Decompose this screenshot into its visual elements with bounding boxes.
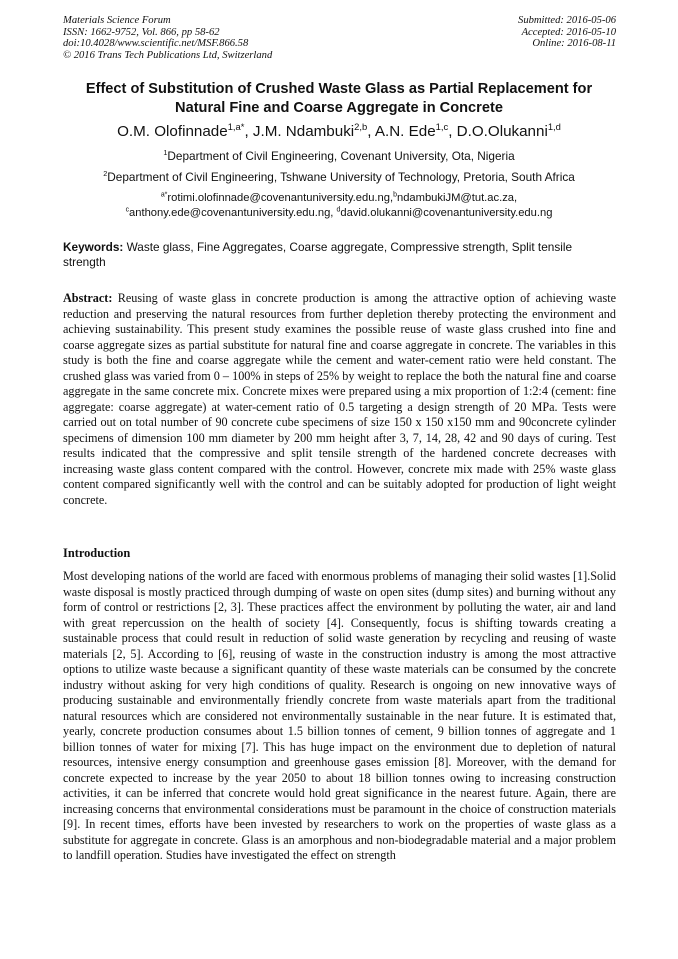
online-date: Online: 2016-08-11 <box>532 38 616 50</box>
author-list <box>40 122 638 142</box>
abstract-label: Abstract: <box>63 291 113 305</box>
affiliation-text: Department of Civil Engineering, Covenant University, Ota, Nigeria <box>167 149 515 163</box>
author-affiliation-mark: 1,c <box>435 120 449 132</box>
author-affiliation-mark: 1,a* <box>227 120 245 132</box>
affiliation-1 <box>40 149 638 164</box>
paper-title: Effect of Substitution of Crushed Waste Glass as Partial Replacement for Natural Fine and Coarse Aggregate in Concrete <box>85 81 593 116</box>
author-separator: , <box>244 123 253 140</box>
author-separator: , <box>448 123 457 140</box>
keywords-label: Keywords: <box>63 240 124 254</box>
affiliation-text: Department of Civil Engineering, Tshwane University of Technology, Pretoria, South Africa <box>107 170 575 184</box>
author-separator: , <box>367 123 375 140</box>
journal-doi: doi:10.4028/www.scientific.net/MSF.866.58 <box>63 38 249 50</box>
journal-header-right <box>518 15 616 50</box>
abstract-text: Reusing of waste glass in concrete production is among the attractive option of achieving waste reduction and preserving the natural resources from further depletion thereby protecting the environment and achieving sustainability. This present study examines the possible reuse of waste glass crushed into fine and coarse aggregate sizes as partial substitute for natural fine and coarse aggregate in concrete. The variables in this study is both the fine and coarse aggregate while the cement and water-cement ratio were held constant. The crushed glass was varied from 0 – 100% in steps of 25% by weight to replace the both the natural fine and coarse aggregate in the same concrete mix. Concrete mixes were prepared using a mix proportion of 1:2:4 (cement: fine aggregate: coarse aggregate) at water-cement ratio of 0.5 targeting a design strength of 20 MPa. Tests were carried out on total number of 90 concrete cube specimens of size 150 x 150 x150 mm and 90concrete cylinder specimens of dimension 100 mm diameter by 200 mm height after 3, 7, 14, 28, 42 and 90 days of curing. Test results indicated that the compressive and split tensile strength of the hardened concrete decreases with increasing waste glass content compared with the control. However, concrete mix made with 25% waste glass content compared significantly well with the control and can be suitably adopted for production of light weight concrete. <box>63 291 616 507</box>
author-name: J.M. Ndambuki <box>252 123 355 140</box>
journal-name: Materials Science Forum <box>63 15 171 26</box>
submitted-date: Submitted: 2016-05-06 <box>518 15 616 26</box>
affiliation-2 <box>40 170 638 185</box>
journal-copyright: © 2016 Trans Tech Publications Ltd, Switzerland <box>63 49 273 61</box>
accepted-date: Accepted: 2016-05-10 <box>521 26 616 38</box>
keywords-section <box>63 240 616 270</box>
introduction-heading: Introduction <box>63 546 131 560</box>
email-b[interactable]: ndambukiJM@tut.ac.za, <box>396 192 518 204</box>
journal-issn: ISSN: 1662-9752, Vol. 866, pp 58-62 <box>63 26 220 38</box>
affiliation-mark: 1 <box>163 148 168 158</box>
author-affiliation-mark: 1,d <box>547 120 561 132</box>
email-mark: b <box>393 191 397 199</box>
author-name: A.N. Ede <box>374 123 436 140</box>
email-d[interactable]: david.olukanni@covenantuniversity.edu.ng <box>340 207 553 219</box>
journal-header-left <box>63 15 272 61</box>
introduction-text: Most developing nations of the world are faced with enormous problems of managing their solid wastes [1].Solid waste disposal is mostly practiced through dumping of waste on open sites (dump sites) and burning without any form of control or restrictions [2, 3]. These practices affect the environment by polluting the water, air and land with great repercussion on the health of society [4]. Consequently, focus is shifting towards creating a sustainable process that could result in reduction of solid waste generation by recycling and reusing of waste materials [2, 5]. According to [6], reusing of waste in the construction industry is among the most attractive options to utilize waste because a significant quantity of these waste materials can be consumed by the concrete industry without asking for very high conditions of quality. Research is ongoing on new innovative ways of producing sustainable and environmentally friendly concrete from waste materials apart from the traditional natural resources which are considered not environmentally sustainable in the near future. It is estimated that, yearly, concrete production consumes about 1.5 billion tonnes of cement, 9 billion tonnes of aggregate and 1 billion tonnes of water for mixing [7]. This has huge impact on the environment due to depletion of natural resources, intensive energy consumption and greenhouse gases emission [8]. Moreover, with the demand for concrete expected to increase by the year 2050 to about 18 billion tonnes owing to increasing construction activities, it can be inferred that concrete would hold great significance in the nearest future. Again, there are increasing concerns that environmental considerations must be paramount in the choice of construction materials [9]. In recent times, efforts have been invested by researchers to work on the properties of waste glass as a substitute for aggregate in concrete. Glass is an amorphous and non-biodegradable material and a major problem to landfill operation. Studies have investigated the effect on strength <box>63 569 616 862</box>
author-name: O.M. Olofinnade <box>117 123 228 140</box>
author-affiliation-mark: 2,b <box>354 120 368 132</box>
email-mark: d <box>336 206 341 214</box>
email-mark: a* <box>160 191 168 199</box>
email-a[interactable]: rotimi.olofinnade@covenantuniversity.edu.ng, <box>167 192 394 204</box>
affiliation-mark: 2 <box>103 169 108 179</box>
author-emails <box>40 191 638 221</box>
keywords-text: Waste glass, Fine Aggregates, Coarse aggregate, Compressive strength, Split tensile strength <box>63 240 573 269</box>
email-line-2 <box>40 206 638 221</box>
email-line-1 <box>40 191 638 206</box>
author-name: D.O.Olukanni <box>456 123 548 140</box>
email-c[interactable]: anthony.ede@covenantuniversity.edu.ng, <box>129 207 334 219</box>
abstract-section <box>63 291 616 508</box>
email-mark: c <box>125 206 130 214</box>
